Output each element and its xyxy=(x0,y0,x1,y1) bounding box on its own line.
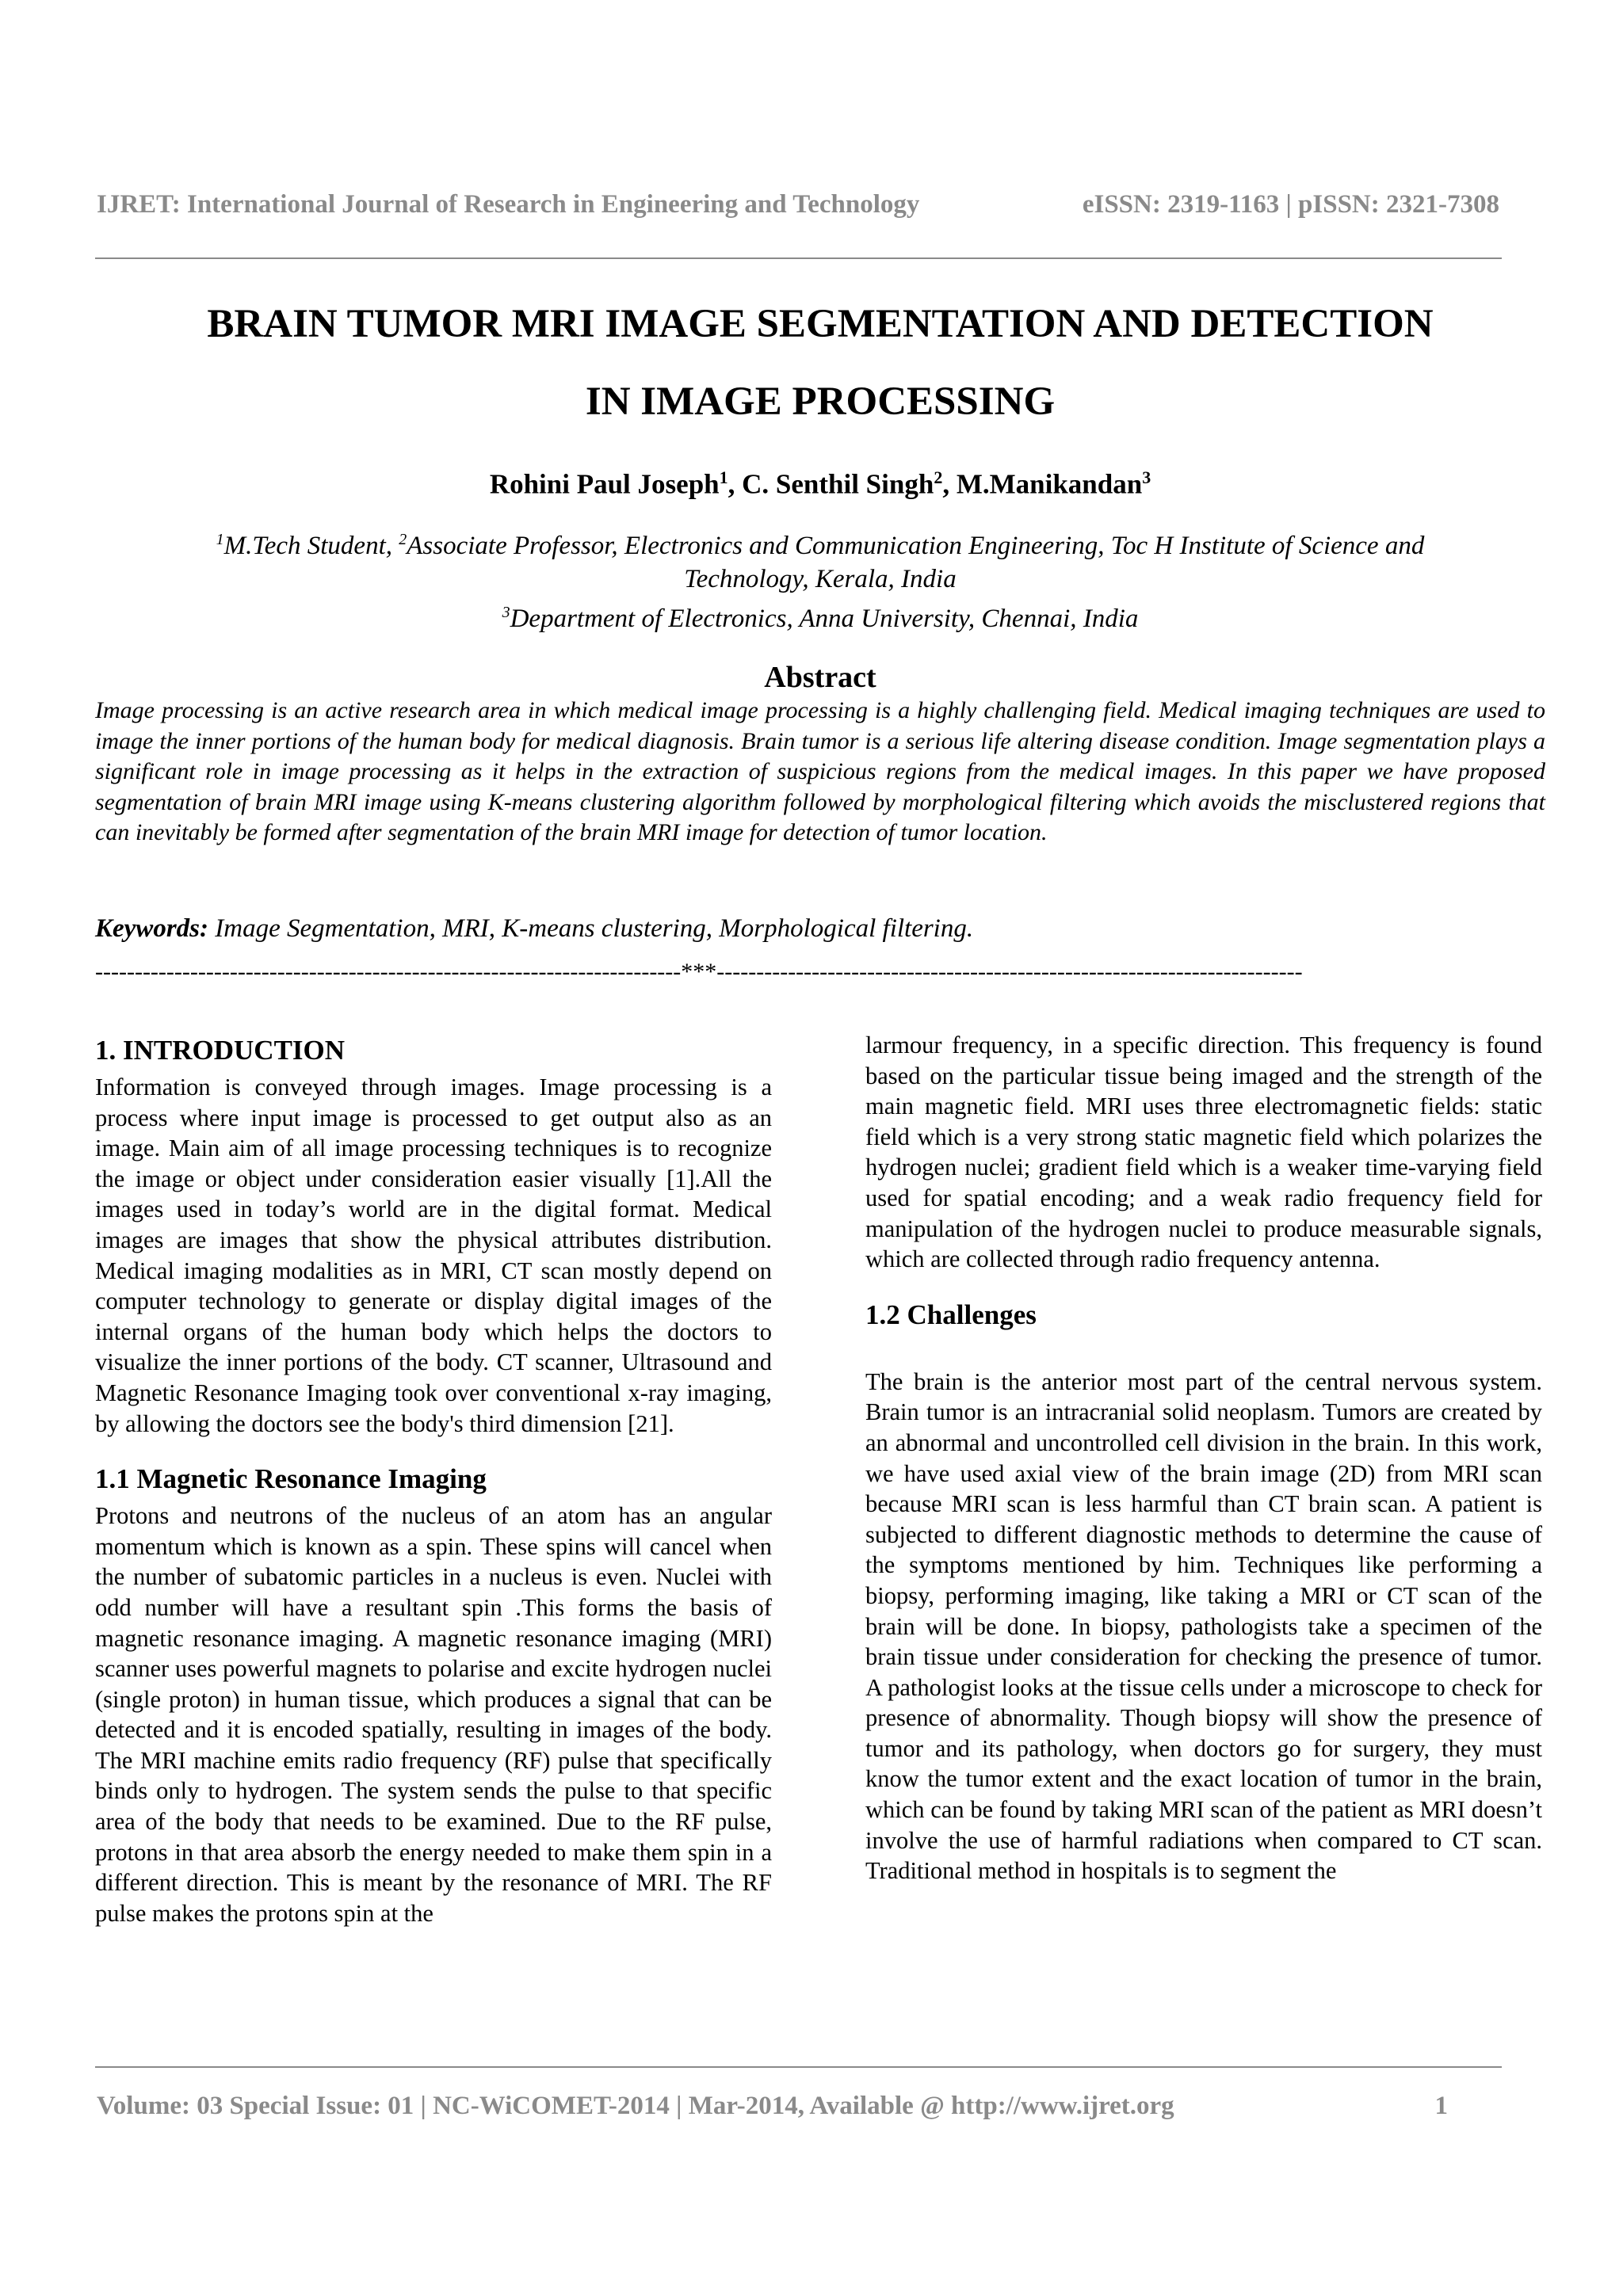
author-1: Rohini Paul Joseph xyxy=(489,468,720,500)
author-3-sup: 3 xyxy=(1142,467,1151,487)
author-sep: , xyxy=(942,468,957,500)
title-line-2: IN IMAGE PROCESSING xyxy=(585,379,1056,424)
affil-text-1a: M.Tech Student, xyxy=(223,532,399,560)
challenges-paragraph: The brain is the anterior most part of the central nervous system. Brain tumor is an intracranial solid neoplasm. Tumors are created by an abnormal and uncontrolled cell division in the brain. In this work, we have used axial view of the brain image (2D) from MRI scan because MRI scan is less harmful than CT brain scan. A patient is subjected to different diagnostic methods to determine the cause of the symptoms mentioned by him. Techniques like performing a biopsy, performing imaging, like taking a MRI or CT scan of the brain will be done. In biopsy, pathologists take a specimen of the brain tissue under consideration for checking the presence of tumor. A pathologist looks at the tissue cells under a microscope to check for presence of abnormality. Though biopsy will show the presence of tumor and its pathology, when doctors go for surgery, they must know the tumor extent and the exact location of tumor in the brain, which can be found by taking MRI scan of the patient as MRI doesn’t involve the use of harmful radiations when compared to CT scan. Traditional method in hospitals is to segment the xyxy=(865,1367,1542,1885)
affil-sup-2: 2 xyxy=(399,531,407,548)
author-list xyxy=(95,467,1545,501)
abstract-text: Image processing is an active research area in which medical image processing is a highly challenging field. Medical imaging techniques are used to image the inner portions of the human body for medical diagnosis. Brain tumor is a serious life altering disease condition. Image segmentation plays a significant role in image processing as it helps in the extraction of suspicious regions from the medical images. In this paper we have proposed segmentation of brain MRI image using K-means clustering algorithm followed by morphological filtering which avoids the misclustered regions that can inevitably be formed after segmentation of the brain MRI image for detection of tumor location. xyxy=(95,697,1545,845)
affil-text-1b: Associate Professor, Electronics and Communication Engineering, Toc H Institute of Science and xyxy=(407,532,1425,560)
affil-text-3: Department of Electronics, Anna University, Chennai, India xyxy=(510,605,1139,633)
mri-heading: 1.1 Magnetic Resonance Imaging xyxy=(95,1463,487,1495)
intro-paragraph: Information is conveyed through images. Image processing is a process where input image is processed to get output also as an image. Main aim of all image processing techniques is to recognize the image or object under consideration easier visually [1].All the images used in today’s world are in the digital format. Medical images are images that show the physical attributes distribution. Medical imaging modalities as in MRI, CT scan mostly depend on computer technology to generate or display digital images of the internal organs of the human body which helps the doctors to visualize the inner portions of the body. CT scanner, Ultrasound and Magnetic Resonance Imaging took over conventional x-ray imaging, by allowing the doctors see the body's third dimension [21]. xyxy=(95,1074,772,1437)
right-column xyxy=(865,1030,1542,1886)
left-column xyxy=(95,1034,772,1928)
author-3: M.Manikandan xyxy=(956,468,1143,500)
author-1-sup: 1 xyxy=(719,467,728,487)
author-2: C. Senthil Singh xyxy=(742,468,934,500)
mri-paragraph-continued: larmour frequency, in a specific direction. This frequency is found based on the particular tissue being imaged and the strength of the main magnetic field. MRI uses three electromagnetic fields: static field which is a very strong static magnetic field which polarizes the hydrogen nuclei; gradient field which is a weaker time-varying field used for spatial encoding; and a weak radio frequency field for manipulation of the hydrogen nuclei to produce measurable signals, which are collected through radio frequency antenna. xyxy=(865,1032,1542,1273)
title-line-1: BRAIN TUMOR MRI IMAGE SEGMENTATION AND DETECTION xyxy=(207,302,1434,346)
header-rule xyxy=(95,257,1502,259)
running-footer xyxy=(97,2092,1448,2121)
section-separator: --------------------------------------------------------------------------***-------------------------------------------------------------------------- xyxy=(95,959,1303,985)
author-sep: , xyxy=(727,468,743,500)
affiliation-line-2: Technology, Kerala, India xyxy=(684,565,957,593)
footer-rule xyxy=(95,2066,1502,2068)
challenges-heading: 1.2 Challenges xyxy=(865,1299,1037,1330)
issn: eISSN: 2319-1163 | pISSN: 2321-7308 xyxy=(1082,190,1499,219)
journal-name: IJRET: International Journal of Research in Engineering and Technology xyxy=(97,190,920,219)
author-2-sup: 2 xyxy=(934,467,943,487)
footer-text: Volume: 03 Special Issue: 01 | NC-WiCOMET-2014 | Mar-2014, Available @ http://www.ijret.org xyxy=(97,2092,1174,2120)
keywords-label: Keywords: xyxy=(95,914,208,943)
affil-sup-3: 3 xyxy=(502,604,510,621)
affiliation-line-3 xyxy=(95,596,1545,635)
running-header xyxy=(97,190,1499,219)
keywords xyxy=(95,914,1545,944)
page-number: 1 xyxy=(1434,2092,1448,2120)
mri-paragraph: Protons and neutrons of the nucleus of an atom has an angular momentum which is known as a spin. These spins will cancel when the number of subatomic particles in a nucleus is even. Nuclei with odd number will have a resultant spin .This forms the basis of magnetic resonance imaging. A magnetic resonance imaging (MRI) scanner uses powerful magnets to polarise and excite hydrogen nuclei (single proton) in human tissue, which produces a signal that can be detected and it is encoded spatially, resulting in images of the body. The MRI machine emits radio frequency (RF) pulse that specifically binds only to hydrogen. The system sends the pulse to that specific area of the body that needs to be examined. Due to the RF pulse, protons in that area absorb the energy needed to make them spin in a different direction. This is meant by the resonance of MRI. The RF pulse makes the protons spin at the xyxy=(95,1502,772,1927)
affil-sup-1: 1 xyxy=(216,531,224,548)
affiliation-line-1 xyxy=(95,523,1545,563)
keywords-text: Image Segmentation, MRI, K-means clustering, Morphological filtering. xyxy=(208,914,974,943)
affiliations xyxy=(95,523,1545,635)
intro-heading: 1. INTRODUCTION xyxy=(95,1035,346,1066)
paper-title xyxy=(95,285,1545,441)
abstract-heading: Abstract xyxy=(764,661,876,694)
